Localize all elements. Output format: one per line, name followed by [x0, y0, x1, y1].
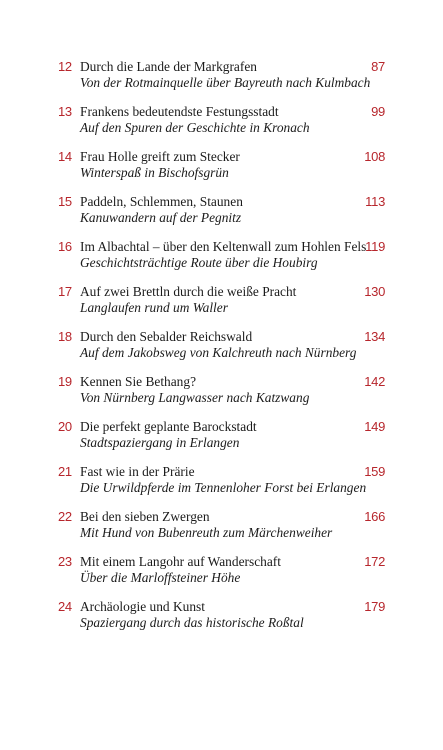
page-number: 179 [364, 599, 385, 614]
toc-entry [0, 104, 443, 149]
chapter-subtitle: Spaziergang durch das historische Roßtal [80, 615, 304, 630]
chapter-subtitle: Von Nürnberg Langwasser nach Katzwang [80, 390, 310, 405]
chapter-number: 23 [58, 554, 72, 569]
chapter-title: Archäologie und Kunst [80, 599, 205, 614]
chapter-number: 24 [58, 599, 72, 614]
toc-entry [0, 599, 443, 644]
page-number: 87 [371, 59, 385, 74]
chapter-title: Mit einem Langohr auf Wanderschaft [80, 554, 281, 569]
chapter-subtitle: Auf dem Jakobsweg von Kalchreuth nach Nürnberg [80, 345, 357, 360]
chapter-number: 20 [58, 419, 72, 434]
toc-entry [0, 374, 443, 419]
chapter-subtitle: Mit Hund von Bubenreuth zum Märchenweiher [80, 525, 333, 540]
page-number: 108 [364, 149, 385, 164]
page-number: 130 [364, 284, 385, 299]
chapter-subtitle: Kanuwandern auf der Pegnitz [80, 210, 242, 225]
chapter-title: Im Albachtal – über den Keltenwall zum Hohlen Fels [80, 239, 367, 254]
chapter-subtitle: Langlaufen rund um Waller [80, 300, 228, 315]
chapter-number: 21 [58, 464, 72, 479]
toc-entry [0, 194, 443, 239]
chapter-title: Paddeln, Schlemmen, Staunen [80, 194, 243, 209]
chapter-subtitle: Über die Marloffsteiner Höhe [80, 570, 241, 585]
chapter-subtitle: Auf den Spuren der Geschichte in Kronach [80, 120, 310, 135]
chapter-title: Fast wie in der Prärie [80, 464, 195, 479]
toc-entry [0, 419, 443, 464]
chapter-title: Die perfekt geplante Barockstadt [80, 419, 257, 434]
page-number: 142 [364, 374, 385, 389]
page-number: 172 [364, 554, 385, 569]
toc-entry [0, 464, 443, 509]
page-number: 119 [365, 239, 385, 254]
page-number: 99 [371, 104, 385, 119]
chapter-title: Frau Holle greift zum Stecker [80, 149, 240, 164]
page-number: 159 [364, 464, 385, 479]
page-number: 113 [365, 194, 385, 209]
toc-entry [0, 329, 443, 374]
chapter-subtitle: Winterspaß in Bischofsgrün [80, 165, 229, 180]
chapter-number: 15 [58, 194, 72, 209]
toc-entry [0, 149, 443, 194]
chapter-title: Durch die Lande der Markgrafen [80, 59, 257, 74]
chapter-number: 22 [58, 509, 72, 524]
page-number: 166 [364, 509, 385, 524]
chapter-number: 16 [58, 239, 72, 254]
chapter-title: Bei den sieben Zwergen [80, 509, 210, 524]
chapter-subtitle: Die Urwildpferde im Tennenloher Forst bei Erlangen [80, 480, 367, 495]
toc-entry [0, 284, 443, 329]
chapter-number: 18 [58, 329, 72, 344]
toc-entry [0, 509, 443, 554]
chapter-subtitle: Von der Rotmainquelle über Bayreuth nach Kulmbach [80, 75, 371, 90]
page-number: 134 [364, 329, 385, 344]
chapter-subtitle: Geschichtsträchtige Route über die Houbirg [80, 255, 318, 270]
chapter-number: 14 [58, 149, 72, 164]
toc-entry [0, 554, 443, 599]
chapter-title: Kennen Sie Bethang? [80, 374, 197, 389]
chapter-title: Durch den Sebalder Reichswald [80, 329, 253, 344]
chapter-number: 13 [58, 104, 72, 119]
chapter-title: Auf zwei Brettln durch die weiße Pracht [80, 284, 297, 299]
chapter-number: 19 [58, 374, 72, 389]
chapter-number: 12 [58, 59, 72, 74]
toc-entry [0, 239, 443, 284]
chapter-subtitle: Stadtspaziergang in Erlangen [80, 435, 240, 450]
toc-entry [0, 59, 443, 104]
chapter-number: 17 [58, 284, 72, 299]
table-of-contents [0, 59, 443, 644]
chapter-title: Frankens bedeutendste Festungsstadt [80, 104, 279, 119]
page-number: 149 [364, 419, 385, 434]
